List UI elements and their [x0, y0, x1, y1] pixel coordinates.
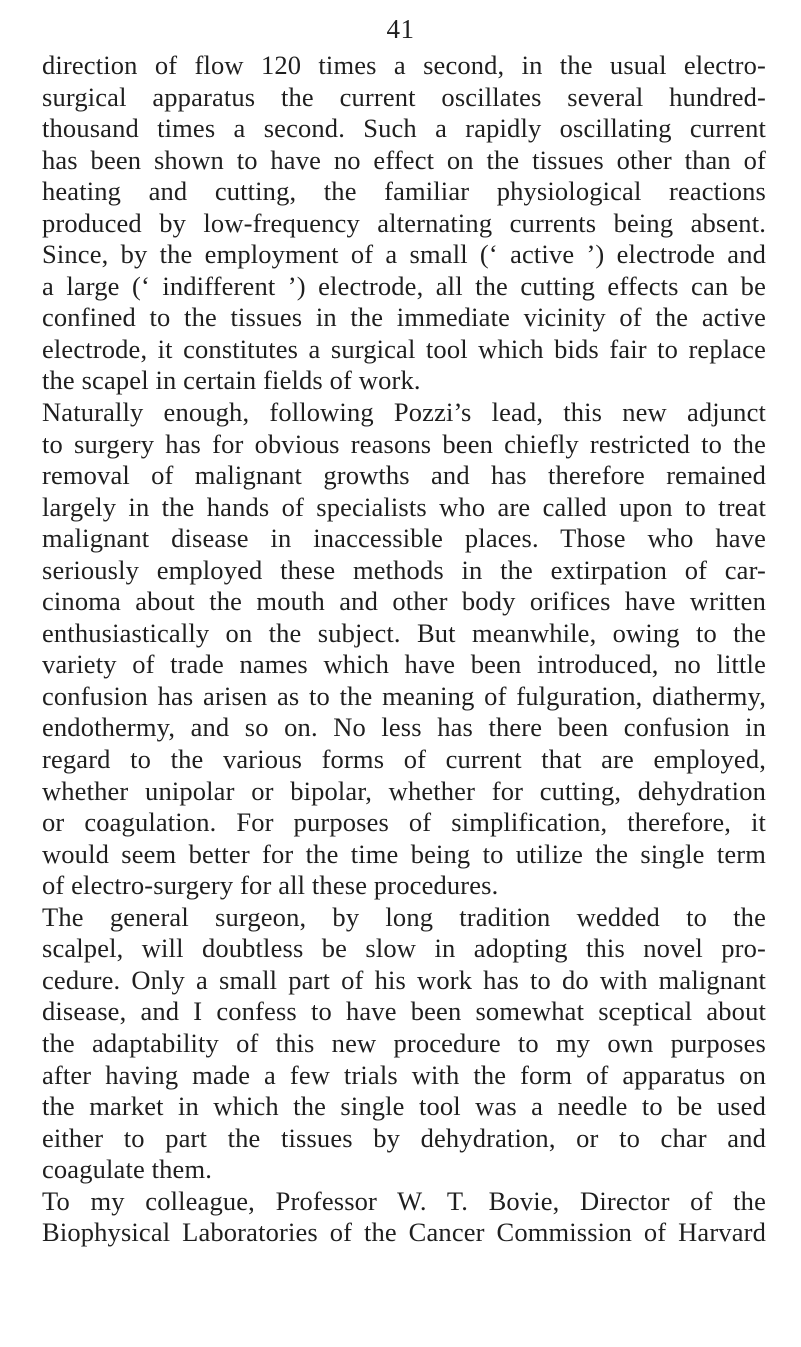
text-line: Biophysical Laboratories of the Cancer Commission of Harvard	[42, 1217, 766, 1248]
text-line: surgical apparatus the current oscillates several hundred-	[42, 81, 766, 112]
text-line: would seem better for the time being to utilize the single term	[42, 838, 766, 869]
text-line: disease, and I confess to have been somewhat sceptical about	[42, 996, 766, 1027]
text-line: scalpel, will doubtless be slow in adopting this novel pro-	[42, 933, 766, 964]
text-line: direction of flow 120 times a second, in the usual electro-	[42, 50, 766, 80]
text-line: largely in the hands of specialists who are called upon to treat	[42, 491, 766, 522]
text-line: confined to the tissues in the immediate vicinity of the active	[42, 302, 766, 333]
text-line: coagulate them.	[42, 1154, 213, 1185]
body-text	[42, 50, 766, 1249]
text-line: Naturally enough, following Pozzi’s lead, this new adjunct	[42, 397, 766, 428]
text-line: the scapel in certain fields of work.	[42, 365, 421, 396]
text-line: thousand times a second. Such a rapidly oscillating current	[42, 113, 766, 144]
text-line: The general surgeon, by long tradition wedded to the	[42, 901, 766, 932]
text-line: produced by low-frequency alternating currents being absent.	[42, 207, 766, 238]
page-number: 41	[386, 14, 415, 44]
text-line: or coagulation. For purposes of simplification, therefore, it	[42, 807, 766, 838]
text-line: after having made a few trials with the form of apparatus on	[42, 1059, 766, 1090]
text-line: of electro-surgery for all these procedures.	[42, 870, 499, 901]
text-line: To my colleague, Professor W. T. Bovie, Director of the	[42, 1185, 766, 1216]
text-line: variety of trade names which have been introduced, no little	[42, 649, 766, 680]
text-line: confusion has arisen as to the meaning of fulguration, diathermy,	[42, 680, 766, 711]
text-line: regard to the various forms of current that are employed,	[42, 744, 766, 775]
text-line: enthusiastically on the subject. But meanwhile, owing to the	[42, 617, 766, 648]
text-line: seriously employed these methods in the extirpation of car-	[42, 554, 766, 585]
text-line: endothermy, and so on. No less has there been confusion in	[42, 712, 766, 743]
text-line: the market in which the single tool was a needle to be used	[42, 1091, 766, 1122]
text-line: malignant disease in inaccessible places. Those who have	[42, 523, 766, 554]
text-line: whether unipolar or bipolar, whether for cutting, dehydration	[42, 775, 766, 806]
text-line: cinoma about the mouth and other body orifices have written	[42, 586, 766, 617]
text-line: has been shown to have no effect on the tissues other than of	[42, 144, 766, 175]
text-line: to surgery has for obvious reasons been chiefly restricted to the	[42, 428, 766, 459]
text-line: either to part the tissues by dehydration, or to char and	[42, 1122, 766, 1153]
text-line: cedure. Only a small part of his work has to do with malignant	[42, 964, 766, 995]
text-line: removal of malignant growths and has therefore remained	[42, 460, 766, 491]
text-line: the adaptability of this new procedure to my own purposes	[42, 1027, 766, 1058]
text-line: Since, by the employment of a small (‘ active ’) electrode and	[42, 239, 766, 270]
text-line: electrode, it constitutes a surgical tool which bids fair to replace	[42, 333, 766, 364]
text-line: heating and cutting, the familiar physiological reactions	[42, 176, 766, 207]
text-line: a large (‘ indifferent ’) electrode, all the cutting effects can be	[42, 270, 766, 301]
